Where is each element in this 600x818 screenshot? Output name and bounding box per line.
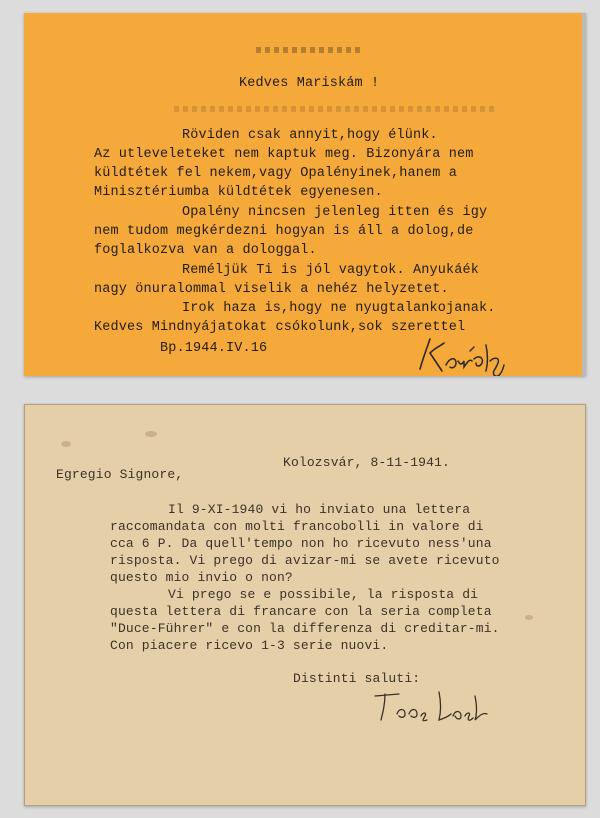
letter-line: Az utleveleteket nem kaptuk meg. Bizonyára nem xyxy=(94,147,474,162)
letter-line: nagy önuralommal viselik a nehéz helyzetet. xyxy=(94,282,449,297)
paper-stain xyxy=(525,615,533,620)
postcard-bottom xyxy=(24,404,586,806)
letter-line: küldtétek fel nekem,vagy Opalényinek,hanem a xyxy=(94,166,458,181)
letter-closing: Distinti saluti: xyxy=(293,671,421,686)
postcard-top xyxy=(24,13,586,376)
letter-line: Minisztériumba küldtétek egyenesen. xyxy=(94,185,383,200)
faint-typed-line xyxy=(256,47,361,53)
faint-typed-line xyxy=(174,106,494,112)
letter-line: Con piacere ricevo 1-3 serie nuovi. xyxy=(110,638,389,653)
letter-line: nem tudom megkérdezni hogyan is áll a dolog,de xyxy=(94,224,474,239)
letter-line: foglalkozva van a dologgal. xyxy=(94,243,317,258)
paper-stain xyxy=(145,431,157,437)
letter-line: cca 6 P. Da quell'tempo non ho ricevuto ness'una xyxy=(110,536,492,551)
paper-stain xyxy=(61,441,71,447)
place-date: Kolozsvár, 8-11-1941. xyxy=(283,455,450,470)
letter-line: Opalény nincsen jelenleg itten és igy xyxy=(182,205,488,220)
letter-line: raccomandata con molti francobolli in valore di xyxy=(110,519,484,534)
letter-line: Reméljük Ti is jól vagytok. Anyukáék xyxy=(182,263,480,278)
letter-line: "Duce-Führer" e con la differenza di creditar-mi. xyxy=(110,621,500,636)
letter-line: risposta. Vi prego di avizar-mi se avete ricevuto xyxy=(110,553,500,568)
handwritten-signature xyxy=(369,686,495,726)
handwritten-signature xyxy=(412,331,537,376)
letter-line: Irok haza is,hogy ne nyugtalankojanak. xyxy=(182,301,496,316)
letter-line: Kedves Mindnyájatokat csókolunk,sok szerettel xyxy=(94,320,466,335)
letter-line: questo mio invio o non? xyxy=(110,570,293,585)
letter-line: Il 9-XI-1940 vi ho inviato una lettera xyxy=(168,502,471,517)
letter-line: Röviden csak annyit,hogy élünk. xyxy=(182,128,438,143)
letter-line: Vi prego se e possibile, la risposta di xyxy=(168,587,479,602)
letter-date: Bp.1944.IV.16 xyxy=(160,341,268,356)
letter-greeting: Kedves Mariskám ! xyxy=(239,76,380,91)
letter-salutation: Egregio Signore, xyxy=(56,467,184,482)
letter-line: questa lettera di francare con la seria completa xyxy=(110,604,492,619)
